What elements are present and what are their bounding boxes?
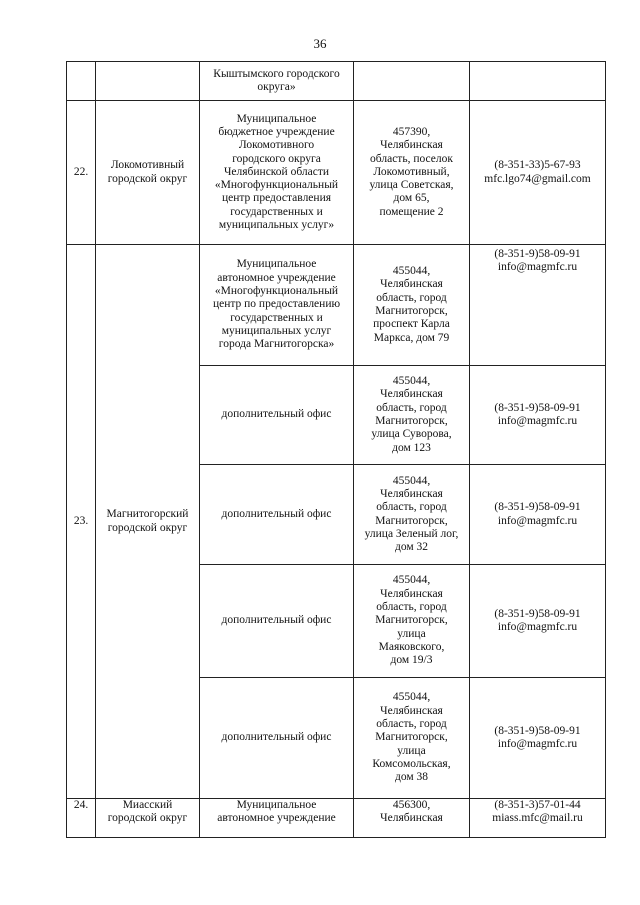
- institution-cell: дополнительный офис: [200, 465, 354, 565]
- address-cell: 455044, Челябинская область, город Магнитогорск, улица Зеленый лог, дом 32: [354, 465, 470, 565]
- table-row-continuation: [67, 62, 606, 101]
- address-cell: 455044, Челябинская область, город Магнитогорск, улица Комсомольская, дом 38: [354, 678, 470, 799]
- row-number-cell: 22.: [67, 101, 96, 245]
- contact-cell: (8-351-9)58-09-91 info@magmfc.ru: [470, 565, 606, 678]
- address-cell: 456300, Челябинская: [354, 799, 470, 838]
- address-cell: 455044, Челябинская область, город Магнитогорск, проспект Карла Маркса, дом 79: [354, 245, 470, 366]
- institution-cell: Муниципальное бюджетное учреждение Локомотивного городского округа Челябинской области «Многофункциональный центр предоставления государственных и муниципальных услуг»: [200, 101, 354, 245]
- mfc-table: [66, 61, 606, 838]
- address-cell: 457390, Челябинская область, поселок Локомотивный, улица Советская, дом 65, помещение 2: [354, 101, 470, 245]
- district-cell: Миасский городской округ: [96, 799, 200, 838]
- contact-cell: [470, 62, 606, 101]
- institution-cell: Муниципальное автономное учреждение: [200, 799, 354, 838]
- page-number: 36: [313, 36, 327, 51]
- row-number-cell: 23.: [67, 245, 96, 799]
- table-row-22: [67, 101, 606, 245]
- contact-cell: (8-351-9)58-09-91 info@magmfc.ru: [470, 366, 606, 465]
- address-cell: 455044, Челябинская область, город Магнитогорск, улица Маяковского, дом 19/3: [354, 565, 470, 678]
- institution-cell: дополнительный офис: [200, 678, 354, 799]
- table-row-23: [67, 245, 606, 366]
- row-number-cell: [67, 62, 96, 101]
- address-cell: [354, 62, 470, 101]
- contact-cell: (8-351-9)58-09-91 info@magmfc.ru: [470, 678, 606, 799]
- row-number-cell: 24.: [67, 799, 96, 838]
- institution-cell: дополнительный офис: [200, 565, 354, 678]
- table-row-24: [67, 799, 606, 838]
- district-cell: Магнитогорский городской округ: [96, 245, 200, 799]
- institution-cell: Кыштымского городского округа»: [200, 62, 354, 101]
- contact-cell: (8-351-9)58-09-91 info@magmfc.ru: [470, 465, 606, 565]
- district-cell: [96, 62, 200, 101]
- contact-cell: (8-351-9)58-09-91 info@magmfc.ru: [470, 245, 606, 366]
- district-cell: Локомотивный городской округ: [96, 101, 200, 245]
- contact-cell: (8-351-3)57-01-44 miass.mfc@mail.ru: [470, 799, 606, 838]
- institution-cell: Муниципальное автономное учреждение «Многофункциональный центр по предоставлению государственных и муниципальных услуг города Магнитогорска»: [200, 245, 354, 366]
- contact-cell: (8-351-33)5-67-93 mfc.lgo74@gmail.com: [470, 101, 606, 245]
- institution-cell: дополнительный офис: [200, 366, 354, 465]
- address-cell: 455044, Челябинская область, город Магнитогорск, улица Суворова, дом 123: [354, 366, 470, 465]
